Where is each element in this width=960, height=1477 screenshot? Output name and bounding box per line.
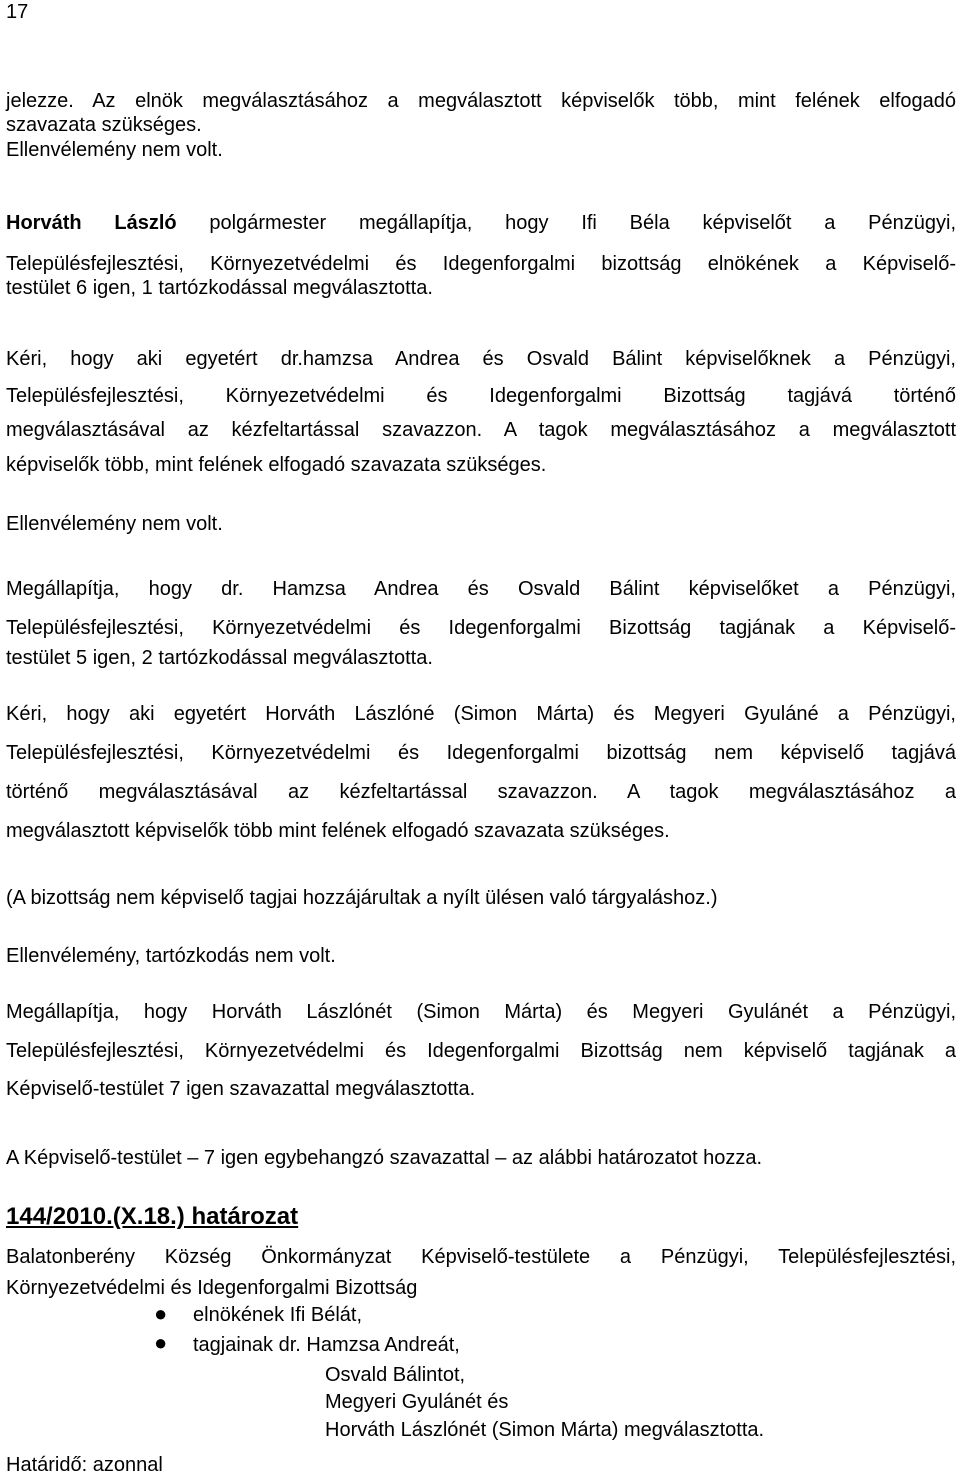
text-line: jelezze. Az elnök megválasztásához a megválasztott képviselők több, mint felének elfogadó: [6, 90, 956, 112]
list-item: elnökének Ifi Bélát,: [193, 1304, 362, 1326]
text-line: Képviselő-testület 7 igen szavazattal megválasztotta.: [6, 1078, 476, 1100]
text-line: testület 5 igen, 2 tartózkodással megválasztotta.: [6, 647, 433, 669]
text-line: Településfejlesztési, Környezetvédelmi és Idegenforgalmi bizottság elnökének a Képviselő-: [6, 253, 956, 275]
text-line: Településfejlesztési, Környezetvédelmi és Idegenforgalmi Bizottság nem képviselő tagjának a: [6, 1040, 956, 1062]
list-item: tagjainak dr. Hamzsa Andreát,: [193, 1334, 460, 1356]
text-line: [6, 211, 956, 235]
deadline: [6, 1453, 163, 1477]
text-line: Kéri, hogy aki egyetért Horváth Lászlóné (Simon Márta) és Megyeri Gyuláné a Pénzügyi,: [6, 703, 956, 725]
text-line: Ellenvélemény nem volt.: [6, 139, 223, 161]
bullet-icon: ●: [154, 1301, 168, 1326]
bullet-icon: ●: [154, 1330, 168, 1355]
text-line: szavazata szükséges.: [6, 114, 202, 136]
text-line: Ellenvélemény nem volt.: [6, 513, 223, 535]
text-line: Településfejlesztési, Környezetvédelmi és Idegenforgalmi bizottság nem képviselő tagjává: [6, 742, 956, 764]
deadline-value: azonnal: [92, 1454, 163, 1476]
page-number: 17: [6, 1, 29, 23]
text-line: testület 6 igen, 1 tartózkodással megválasztotta.: [6, 277, 433, 299]
text-line: Településfejlesztési, Környezetvédelmi és Idegenforgalmi Bizottság tagjává történő: [6, 385, 956, 407]
list-item-continuation: Horváth Lászlónét (Simon Márta) megválasztotta.: [325, 1419, 765, 1441]
text-line: Kéri, hogy aki egyetért dr.hamzsa Andrea és Osvald Bálint képviselőknek a Pénzügyi,: [6, 348, 956, 370]
text-line: (A bizottság nem képviselő tagjai hozzájárultak a nyílt ülésen való tárgyaláshoz.): [6, 887, 718, 909]
text-span: polgármester megállapítja, hogy Ifi Béla képviselőt a Pénzügyi,: [209, 212, 957, 234]
text-line: Megállapítja, hogy dr. Hamzsa Andrea és Osvald Bálint képviselőket a Pénzügyi,: [6, 578, 956, 600]
text-line: képviselők több, mint felének elfogadó szavazata szükséges.: [6, 454, 547, 476]
text-line: A Képviselő-testület – 7 igen egybehangzó szavazattal – az alábbi határozatot hozza.: [6, 1147, 763, 1169]
mayor-name: Horváth László: [6, 212, 177, 234]
text-line: történő megválasztásával az kézfeltartással szavazzon. A tagok megválasztásához a: [6, 781, 956, 803]
resolution-title: 144/2010.(X.18.) határozat: [6, 1203, 299, 1230]
text-line: Ellenvélemény, tartózkodás nem volt.: [6, 945, 336, 967]
text-line: megválasztott képviselők több mint felének elfogadó szavazata szükséges.: [6, 820, 670, 842]
text-line: Megállapítja, hogy Horváth Lászlónét (Simon Márta) és Megyeri Gyulánét a Pénzügyi,: [6, 1001, 956, 1023]
text-line: megválasztásával az kézfeltartással szavazzon. A tagok megválasztásához a megválasztott: [6, 419, 956, 441]
text-line: Településfejlesztési, Környezetvédelmi és Idegenforgalmi Bizottság tagjának a Képviselő-: [6, 617, 956, 639]
deadline-label: Határidő:: [6, 1454, 88, 1476]
list-item-continuation: Megyeri Gyulánét és: [325, 1391, 509, 1413]
text-line: Balatonberény Község Önkormányzat Képviselő-testülete a Pénzügyi, Településfejlesztési,: [6, 1246, 956, 1268]
list-item-continuation: Osvald Bálintot,: [325, 1364, 466, 1386]
text-line: Környezetvédelmi és Idegenforgalmi Bizottság: [6, 1277, 418, 1299]
